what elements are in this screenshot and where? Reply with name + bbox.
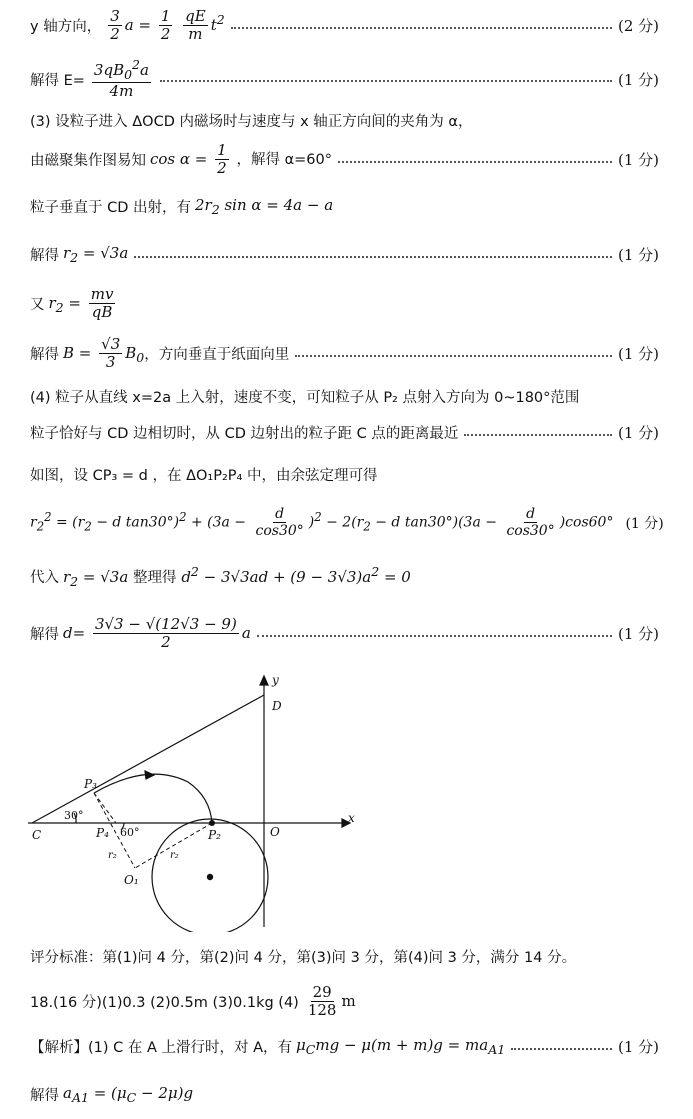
line-tail: ，方向垂直于纸面向里	[144, 347, 290, 364]
label-y: y	[272, 673, 279, 687]
line-cosine-equation	[30, 506, 664, 540]
formula-B: B = $\frac{√3}{3}$ $B_0$	[63, 335, 145, 372]
formula-cos-alpha: cos α = $\frac{1}{2}$ ，解得 α=60°	[150, 141, 332, 178]
line-CD	[32, 695, 264, 823]
line-label: 评分标准：第(1)问 4 分，第(2)问 4 分，第(3)问 3 分，第(4)问 3 分，满分 14 分。	[30, 950, 577, 966]
leader-dots	[231, 27, 612, 29]
leader-dots	[160, 80, 612, 82]
label-x: x	[348, 811, 355, 825]
score: (1 分)	[617, 625, 659, 644]
line-label: 如图，设 CP₃ = d ，在 ΔO₁P₂P₄ 中，由余弦定理可得	[30, 468, 378, 484]
line-quadratic	[30, 564, 659, 589]
score: (1 分)	[617, 70, 659, 89]
formula-E: $\frac{3qB_0^2a}{4m}$	[93, 57, 149, 101]
label-P3: P₃	[84, 777, 97, 791]
formula-force: $\mu_Cmg - \mu(m + m)g = ma_{A1}$	[296, 1036, 506, 1057]
formula-d: d= $\frac{3√3 - √(12√3 - 9)}{2}$ a	[63, 615, 251, 652]
dashed-P3-P4	[94, 793, 116, 823]
line-label: 又	[30, 297, 45, 314]
line-y-direction	[30, 8, 659, 44]
leader-dots	[511, 1048, 612, 1050]
formula-r2: $r_2 = √3a$	[63, 244, 129, 265]
line-label: y 轴方向，	[30, 19, 102, 36]
line-analysis	[30, 1036, 659, 1057]
line-cos-alpha	[30, 142, 659, 178]
formula-sin: $2r_2$ sin α = 4a − a	[195, 196, 334, 217]
score: (2 分)	[617, 17, 659, 36]
line-label: 解得	[30, 627, 59, 644]
leader-dots	[338, 161, 612, 163]
formula-29-128: $\frac{29}{128}$ m	[307, 983, 356, 1020]
line-perpendicular	[30, 196, 659, 217]
line-label: 【解析】(1) C 在 A 上滑行时，对 A，有	[30, 1040, 293, 1056]
line-q18-answers	[30, 984, 659, 1020]
line-r2-mv	[30, 286, 659, 322]
line-solve-a	[30, 1084, 659, 1105]
formula-quadratic: $r_2 = √3a$ 整理得 $d^2 - 3√3ad + (9 - 3√3)a^2 = 0$	[63, 564, 411, 589]
score: (1 分)	[617, 424, 659, 442]
line-label: 解得	[30, 248, 59, 264]
line-label: 解得	[30, 1088, 59, 1104]
formula-r2-mv: $r_2$ = $\frac{mv}{qB}$	[48, 285, 114, 322]
line-label: 由磁聚集作图易知	[30, 153, 146, 170]
score: (1 分)	[625, 515, 664, 532]
line-solve-d	[30, 616, 659, 652]
label-C: C	[32, 828, 42, 842]
label-P4: P₄	[96, 826, 109, 840]
line-label: 解得 E=	[30, 72, 85, 89]
label-O1: O₁	[124, 873, 139, 887]
label-angle-30: 30°	[64, 809, 84, 822]
trajectory-arrow	[145, 771, 154, 779]
y-axis-arrow	[260, 676, 268, 685]
line-B	[30, 336, 659, 372]
score: (1 分)	[617, 345, 659, 364]
line-r2	[30, 244, 659, 265]
line-cosine-law	[30, 464, 659, 485]
label-r2-left: r₂	[108, 850, 117, 861]
label-r2-right: r₂	[170, 850, 179, 861]
line-part3	[30, 110, 659, 131]
line-part4	[30, 386, 659, 407]
leader-dots	[295, 355, 612, 357]
line-label: 代入	[30, 570, 59, 586]
radius-P2-O1	[135, 823, 212, 868]
leader-dots	[134, 256, 612, 258]
formula-a: $a_{A1} = (\mu_C - 2\mu)g$	[63, 1084, 194, 1105]
line-label: 粒子垂直于 CD 出射，有	[30, 200, 192, 216]
line-label: 解得	[30, 347, 59, 364]
line-tangent	[30, 422, 659, 443]
line-scoring	[30, 946, 659, 967]
score: (1 分)	[617, 246, 659, 264]
line-label: (4) 粒子从直线 x=2a 上入射，速度不变，可知粒子从 P₂ 点射入方向为 0~180°范围	[30, 390, 580, 406]
label-D: D	[272, 699, 282, 713]
label-angle-60: 60°	[120, 826, 140, 839]
line-label: 粒子恰好与 CD 边相切时，从 CD 边射出的粒子距 C 点的距离最近	[30, 426, 459, 442]
circle-center	[207, 874, 212, 879]
leader-dots	[257, 635, 612, 637]
formula-cosine: $r_2^2 = (r_2 - d$ tan30°)$^2$ + (3a − $\frac{d}{\cos 30^\circ}$ )$^2 - 2(r_2 - d$ tan30°)(3a − $\frac{d}{\cos 30^\circ}$ )cos60°	[30, 506, 614, 540]
formula-motion: $\frac{3}{2}$ a = $\frac{1}{2}$ $\frac{qE}{m}$ $t^2$	[110, 7, 225, 44]
line-label: (3) 设粒子进入 ΔOCD 内磁场时与速度与 x 轴正方向间的夹角为 α，	[30, 114, 473, 130]
geometry-diagram	[28, 672, 368, 932]
line-solve-E	[30, 58, 659, 101]
leader-dots	[464, 434, 612, 436]
label-O: O	[270, 825, 280, 839]
score: (1 分)	[617, 1038, 659, 1056]
trajectory-arc	[94, 774, 212, 823]
line-label: 18.(16 分)(1)0.3 (2)0.5m (3)0.1kg (4)	[30, 995, 299, 1012]
label-P2: P₂	[208, 828, 221, 842]
score: (1 分)	[617, 151, 659, 170]
